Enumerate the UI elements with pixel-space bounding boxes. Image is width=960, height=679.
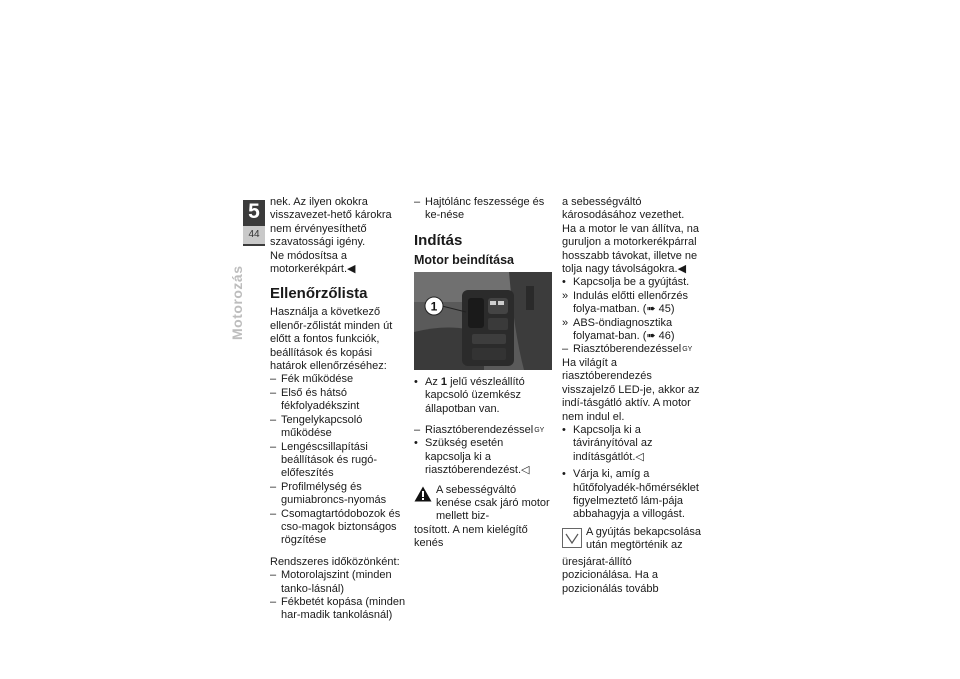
warning-text: A sebességváltó kenése csak járó motor mellett biz- bbox=[436, 483, 550, 523]
warning-icon bbox=[414, 486, 432, 502]
list-item: – Riasztóberendezéssel$^{GY}$ bbox=[414, 424, 545, 437]
paragraph: Ha világít a riasztóberendezés visszajelző LED-je, akkor az indí-tásgátló aktív. A motor nem indul el. bbox=[562, 356, 700, 423]
list-item: » Indulás előtti ellenőrzés folya-matban. (➠ 45) bbox=[562, 289, 688, 316]
list-item: – Hajtólánc feszessége és ke-nése bbox=[414, 196, 545, 222]
warning-box bbox=[414, 484, 552, 524]
paragraph: Rendszeres időközönként: bbox=[270, 555, 400, 568]
list-item: – Lengéscsillapítási beállítások és rugó-előfeszítés bbox=[270, 440, 377, 480]
handlebar-switch-illustration bbox=[414, 272, 552, 370]
list-item: – Profilmélység és gumiabroncs-nyomás bbox=[270, 480, 387, 507]
paragraph: tosított. A nem kielégítő kenés bbox=[414, 523, 528, 550]
list-item: – Első és hátsó fékfolyadékszint bbox=[270, 386, 360, 413]
list-item: • Várja ki, amíg a hűtőfolyadék-hőmérséklet figyelmeztető lám-pája abbahagyja a villogást. bbox=[562, 468, 699, 521]
checklist bbox=[270, 373, 410, 547]
list-item: » ABS-öndiagnosztika folyamat-ban. (➠ 46) bbox=[562, 316, 675, 343]
list-item: – Csomagtartódobozok és cso-magok biztonságos rögzítése bbox=[270, 507, 401, 547]
chapter-number: 5 bbox=[248, 200, 260, 223]
column-2 bbox=[414, 196, 552, 551]
paragraph: üresjárat-állító pozicionálása. Ha a pozicionálás tovább bbox=[562, 555, 659, 595]
section-heading-checklist: Ellenőrzőlista bbox=[270, 285, 368, 303]
list-item: • Az 1 jelű vészleállító kapcsoló üzemkész állapotban van. bbox=[414, 375, 525, 415]
page-number: 44 bbox=[248, 229, 260, 240]
paragraph: Ha a motor le van állítva, na guruljon a motorkerékpárral hosszabb távokat, illetve ne tolja nagy távolságokra.◀ bbox=[562, 222, 699, 276]
paragraph: a sebességváltó károsodásához vezethet. bbox=[562, 196, 685, 222]
note-text: A gyújtás bekapcsolása után megtörténik az bbox=[586, 525, 701, 552]
list-item: – Fékbetét kopása (minden har-madik tankolásnál) bbox=[270, 595, 406, 622]
paragraph: Használja a következő ellenőr-zőlistát minden út előtt a fontos funkciók, beállítások és kopási határok ellenőrzéséhez: bbox=[270, 306, 393, 373]
subsection-heading-engine-start: Motor beindítása bbox=[414, 252, 515, 267]
photo-callout-1: 1 bbox=[430, 299, 438, 314]
note-icon bbox=[562, 528, 582, 548]
list-item: – Tengelykapcsoló működése bbox=[270, 413, 363, 440]
list-item: – Motorolajszint (minden tanko-lásnál) bbox=[270, 569, 392, 595]
note-box bbox=[562, 526, 702, 556]
section-heading-start: Indítás bbox=[414, 231, 463, 249]
handlebar-switch-photo bbox=[414, 272, 552, 370]
list-item: • Kapcsolja ki a távirányítóval az indításgátlót.◁ bbox=[562, 423, 653, 463]
paragraph: nek. Az ilyen okokra visszavezet-hető károkra nem érvényesíthető szavatossági igény. bbox=[270, 196, 392, 249]
column-3 bbox=[562, 196, 702, 596]
paragraph: Ne módosítsa a motorkerékpárt.◀ bbox=[270, 249, 356, 276]
column-1 bbox=[270, 196, 410, 623]
list-item: • Szükség esetén kapcsolja ki a riasztóberendezést.◁ bbox=[414, 437, 530, 477]
list-item: • Kapcsolja be a gyújtást. bbox=[562, 276, 690, 289]
list-item: – Riasztóberendezéssel$^{GY}$ bbox=[562, 343, 693, 356]
list-item: – Fék működése bbox=[270, 373, 354, 386]
